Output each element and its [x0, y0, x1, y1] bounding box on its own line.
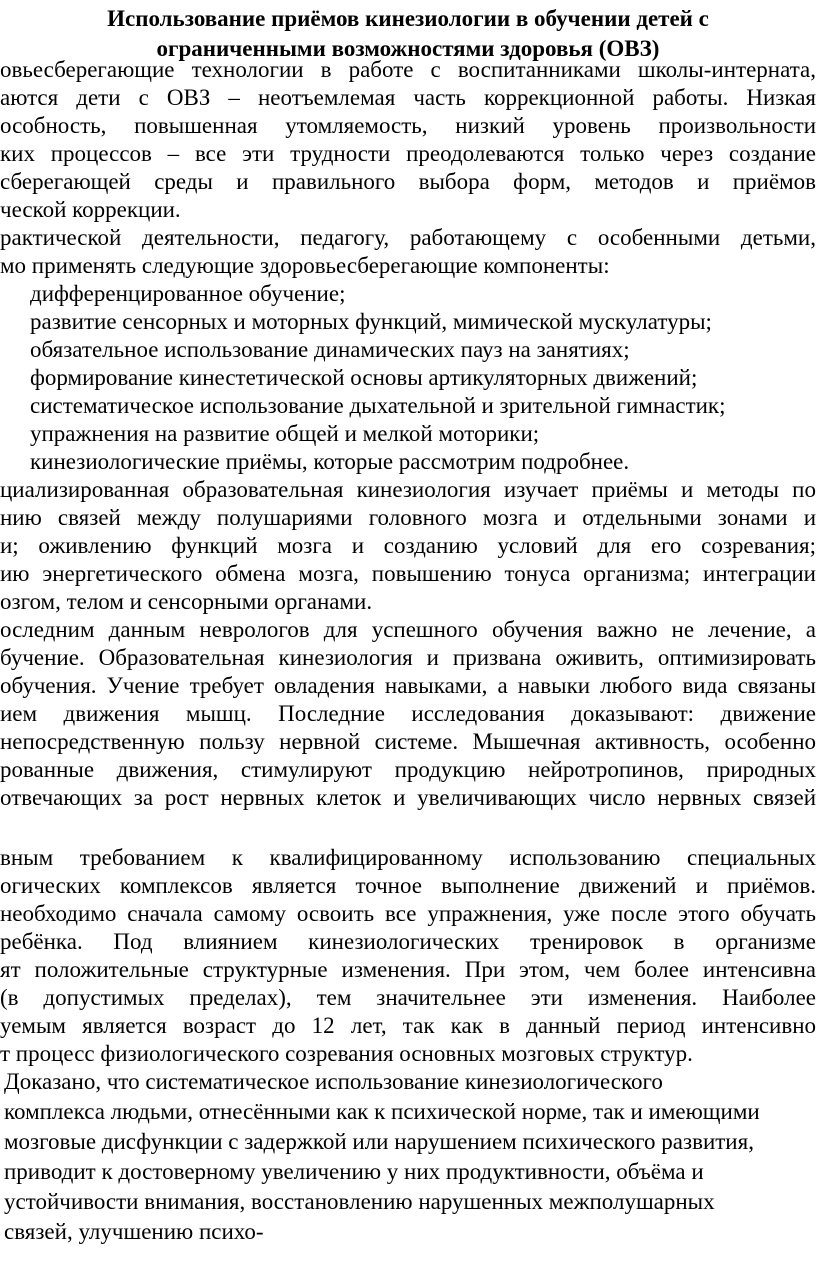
- list-item: систематическое использование дыхательной и зрительной гимнастик;: [30, 393, 726, 418]
- body-line: (в допустимых пределах), тем значительнее эти изменения. Наиболее: [0, 985, 816, 1010]
- body-line: и; оживлению функций мозга и созданию условий для его созревания;: [0, 533, 816, 558]
- list-item: формирование кинестетической основы артикуляторных движений;: [30, 365, 698, 390]
- body-line: приводит к достоверному увеличению у них продуктивности, объёма и: [4, 1159, 704, 1184]
- body-line: ких процессов – все эти трудности преодолеваются только через создание: [0, 141, 816, 166]
- body-line: огических комплексов является точное выполнение движений и приёмов.: [0, 873, 816, 898]
- body-line: сберегающей среды и правильного выбора форм, методов и приёмов: [0, 169, 816, 194]
- body-line: отвечающих за рост нервных клеток и увеличивающих число нервных связей: [0, 785, 816, 810]
- body-line: непосредственную пользу нервной системе. Мышечная активность, особенно: [0, 729, 816, 754]
- body-line: необходимо сначала самому освоить все упражнения, уже после этого обучать: [0, 901, 816, 926]
- body-line: аются дети с ОВЗ – неотъемлемая часть коррекционной работы. Низкая: [0, 85, 816, 110]
- body-line: ят положительные структурные изменения. При этом, чем более интенсивна: [0, 957, 816, 982]
- title-line-2: ограниченными возможностями здоровья (ОВЗ): [156, 36, 660, 61]
- body-line: ию энергетического обмена мозга, повышению тонуса организма; интеграции: [0, 561, 816, 586]
- body-line: связей, улучшению психо-: [4, 1219, 264, 1244]
- body-line: ием движения мышц. Последние исследования доказывают: движение: [0, 701, 816, 726]
- body-line: бучение. Образовательная кинезиология и призвана оживить, оптимизировать: [0, 645, 816, 670]
- body-line: овьесберегающие технологии в работе с воспитанниками школы-интерната,: [0, 57, 816, 82]
- list-item: дифференцированное обучение;: [30, 281, 346, 306]
- body-line: рактической деятельности, педагогу, работающему с особенными детьми,: [0, 225, 816, 250]
- body-line: циализированная образовательная кинезиология изучает приёмы и методы по: [0, 477, 816, 502]
- body-line: комплекса людьми, отнесёнными как к психической норме, так и имеющими: [4, 1099, 760, 1124]
- body-line: устойчивости внимания, восстановлению нарушенных межполушарных: [4, 1189, 715, 1214]
- body-line: нию связей между полушариями головного мозга и отдельными зонами и: [0, 505, 816, 530]
- body-line: особность, повышенная утомляемость, низкий уровень произвольности: [0, 113, 816, 138]
- body-line: озгом, телом и сенсорными органами.: [0, 589, 373, 614]
- body-line: т процесс физиологического созревания основных мозговых структур.: [0, 1041, 693, 1066]
- body-line: уемым является возраст до 12 лет, так как в данный период интенсивно: [0, 1013, 816, 1038]
- body-line: вным требованием к квалифицированному использованию специальных: [0, 845, 816, 870]
- body-line: рованные движения, стимулируют продукцию нейротропинов, природных: [0, 757, 816, 782]
- body-line: мозговые дисфункции с задержкой или нарушением психического развития,: [4, 1129, 754, 1154]
- body-line: ческой коррекции.: [0, 197, 181, 222]
- list-item: упражнения на развитие общей и мелкой моторики;: [30, 421, 540, 446]
- body-line: оследним данным неврологов для успешного обучения важно не лечение, а: [0, 617, 816, 642]
- body-line: ребёнка. Под влиянием кинезиологических тренировок в организме: [0, 929, 816, 954]
- title-line-1: Использование приёмов кинезиологии в обучении детей с: [107, 6, 709, 31]
- body-line: обучения. Учение требует овладения навыками, а навыки любого вида связаны: [0, 673, 816, 698]
- document-title: [0, 4, 816, 64]
- list-item: развитие сенсорных и моторных функций, мимической мускулатуры;: [30, 309, 712, 334]
- body-line: мо применять следующие здоровьесберегающие компоненты:: [0, 253, 610, 278]
- list-item: кинезиологические приёмы, которые рассмотрим подробнее.: [30, 449, 630, 474]
- list-item: обязательное использование динамических пауз на занятиях;: [30, 337, 630, 362]
- body-line: Доказано, что систематическое использование кинезиологического: [4, 1069, 663, 1094]
